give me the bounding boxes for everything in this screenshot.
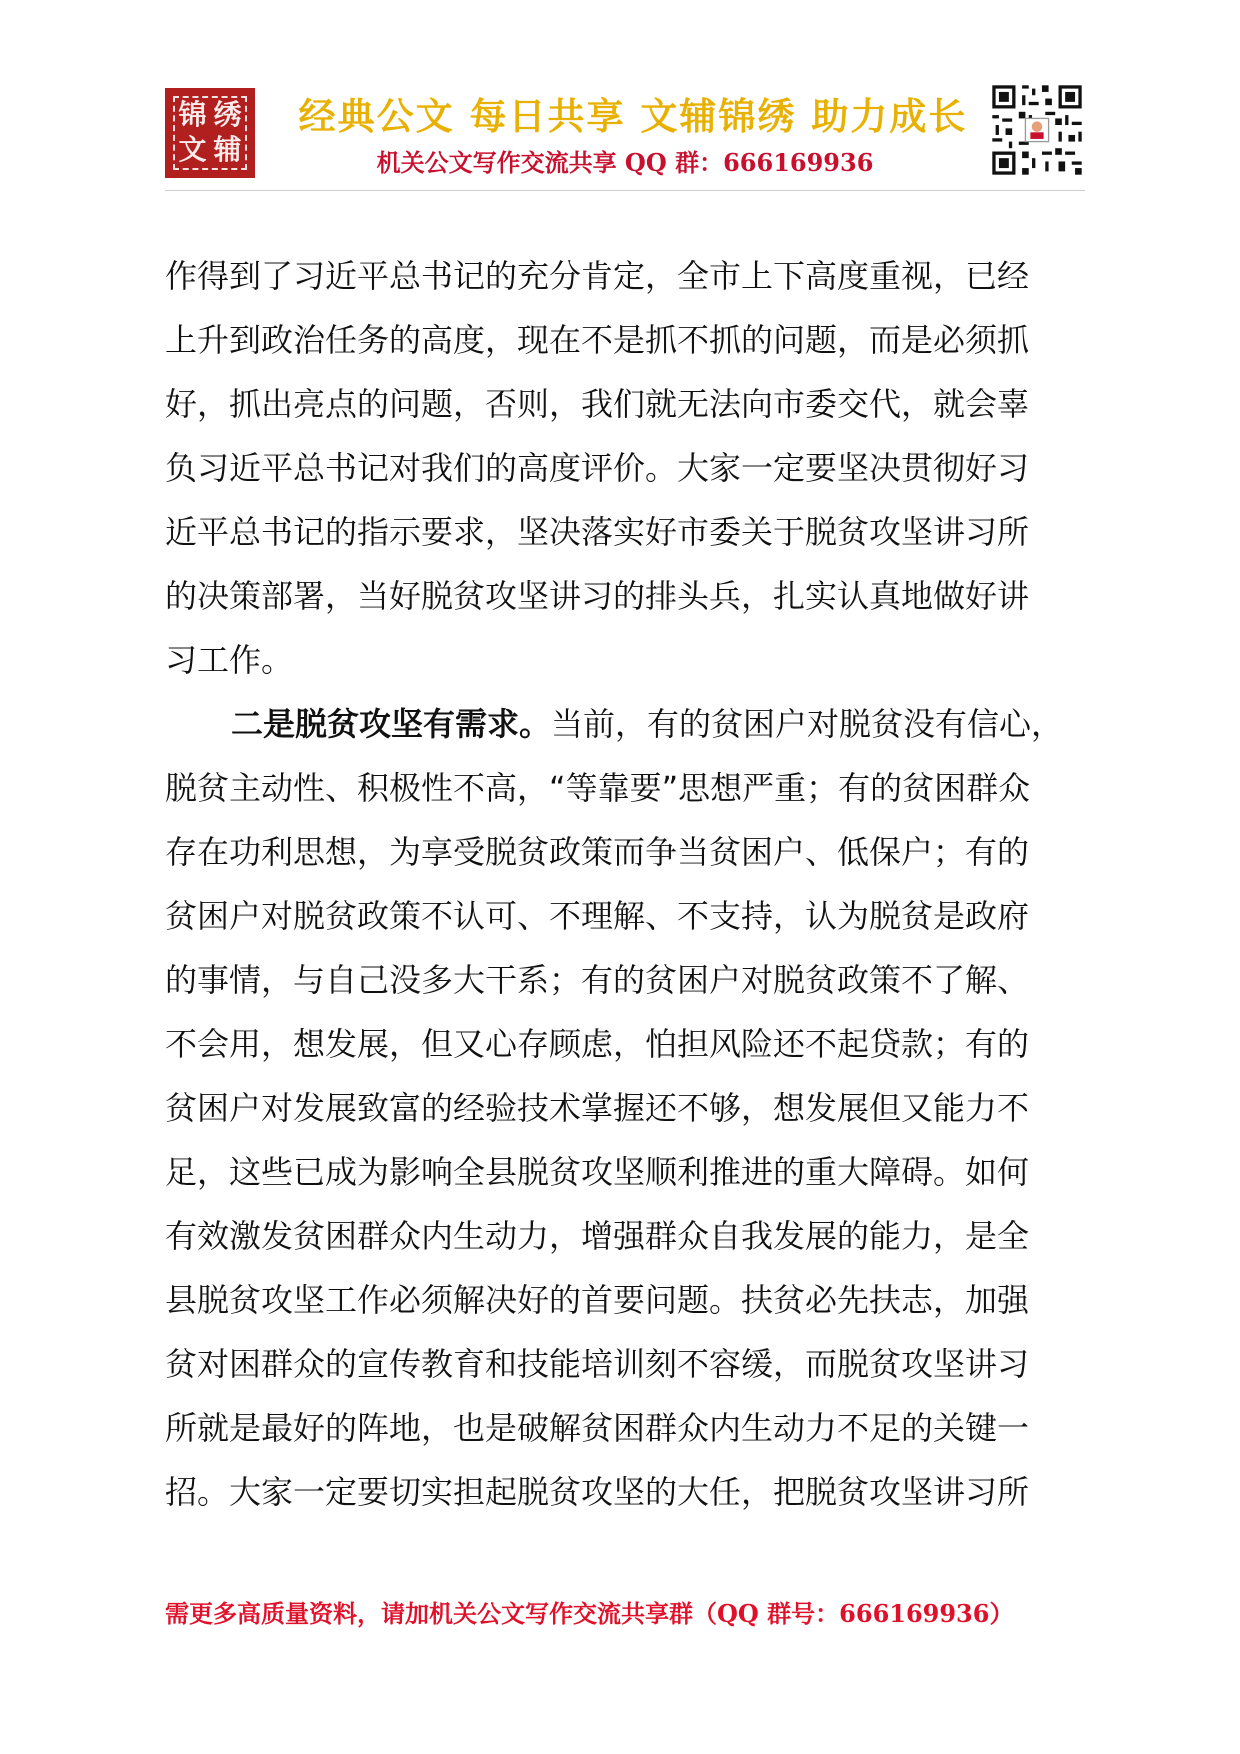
paragraph-line: 有效激发贫困群众内生动力，增强群众自我发展的能力，是全 — [165, 1217, 1030, 1255]
document-body — [165, 244, 1125, 1524]
paragraph-line: 存在功利思想，为享受脱贫政策而争当贫困户、低保户；有的 — [165, 833, 1030, 871]
paragraph-line: 习工作。 — [165, 641, 294, 679]
paragraph-line: 贫对困群众的宣传教育和技能培训刻不容缓，而脱贫攻坚讲习 — [165, 1345, 1030, 1383]
seal-char: 锦 — [178, 98, 207, 131]
paragraph-line: 的决策部署，当好脱贫攻坚讲习的排头兵，扎实认真地做好讲 — [165, 577, 1030, 615]
seal-char: 文 — [178, 133, 207, 166]
paragraph-line: 足，这些已成为影响全县脱贫攻坚顺利推进的重大障碍。如何 — [165, 1153, 1030, 1191]
paragraph-line: 负习近平总书记对我们的高度评价。大家一定要坚决贯彻好习 — [165, 449, 1030, 487]
paragraph-text: 当前，有的贫困户对脱贫没有信心， — [551, 705, 1064, 743]
paragraph-line: 近平总书记的指示要求，坚决落实好市委关于脱贫攻坚讲习所 — [165, 513, 1030, 551]
paragraph-line: 作得到了习近平总书记的充分肯定，全市上下高度重视，已经 — [165, 257, 1030, 295]
seal-logo — [165, 88, 255, 178]
paragraph-line: 上升到政治任务的高度，现在不是抓不抓的问题，而是必须抓 — [165, 321, 1030, 359]
paragraph-line: 所就是最好的阵地，也是破解贫困群众内生动力不足的关键一 — [165, 1409, 1030, 1447]
paragraph-line: 的事情，与自己没多大干系；有的贫困户对脱贫政策不了解、 — [165, 961, 1030, 999]
paragraph-line: 招。大家一定要切实担起脱贫攻坚的大任，把脱贫攻坚讲习所 — [165, 1473, 1030, 1511]
header-divider — [165, 190, 1085, 191]
footer-promo-note: 需更多高质量资料，请加机关公文写作交流共享群（QQ 群号：666169936） — [165, 1599, 1014, 1628]
seal-char: 绣 — [213, 98, 242, 131]
header-slogan: 经典公文 每日共享 文辅锦绣 助力成长 — [298, 94, 968, 138]
section-heading: 二是脱贫攻坚有需求。 — [231, 705, 552, 743]
qq-group-line: 机关公文写作交流共享 QQ 群：666169936 — [376, 148, 874, 177]
paragraph-line: 不会用，想发展，但又心存顾虑，怕担风险还不起贷款；有的 — [165, 1025, 1030, 1063]
qr-code-icon — [989, 82, 1085, 178]
paragraph-line: 贫困户对脱贫政策不认可、不理解、不支持，认为脱贫是政府 — [165, 897, 1030, 935]
paragraph-line: 好，抓出亮点的问题，否则，我们就无法向市委交代，就会辜 — [165, 385, 1030, 423]
paragraph-line: 县脱贫攻坚工作必须解决好的首要问题。扶贫必先扶志，加强 — [165, 1281, 1030, 1319]
paragraph-line: 贫困户对发展致富的经验技术掌握还不够，想发展但又能力不 — [165, 1089, 1030, 1127]
seal-char: 辅 — [213, 133, 242, 166]
seal-logo-inner — [173, 96, 247, 170]
section-heading-line — [165, 692, 1125, 756]
paragraph-line: 脱贫主动性、积极性不高，“等靠要”思想严重；有的贫困群众 — [165, 769, 1031, 807]
page-header — [165, 78, 1085, 182]
